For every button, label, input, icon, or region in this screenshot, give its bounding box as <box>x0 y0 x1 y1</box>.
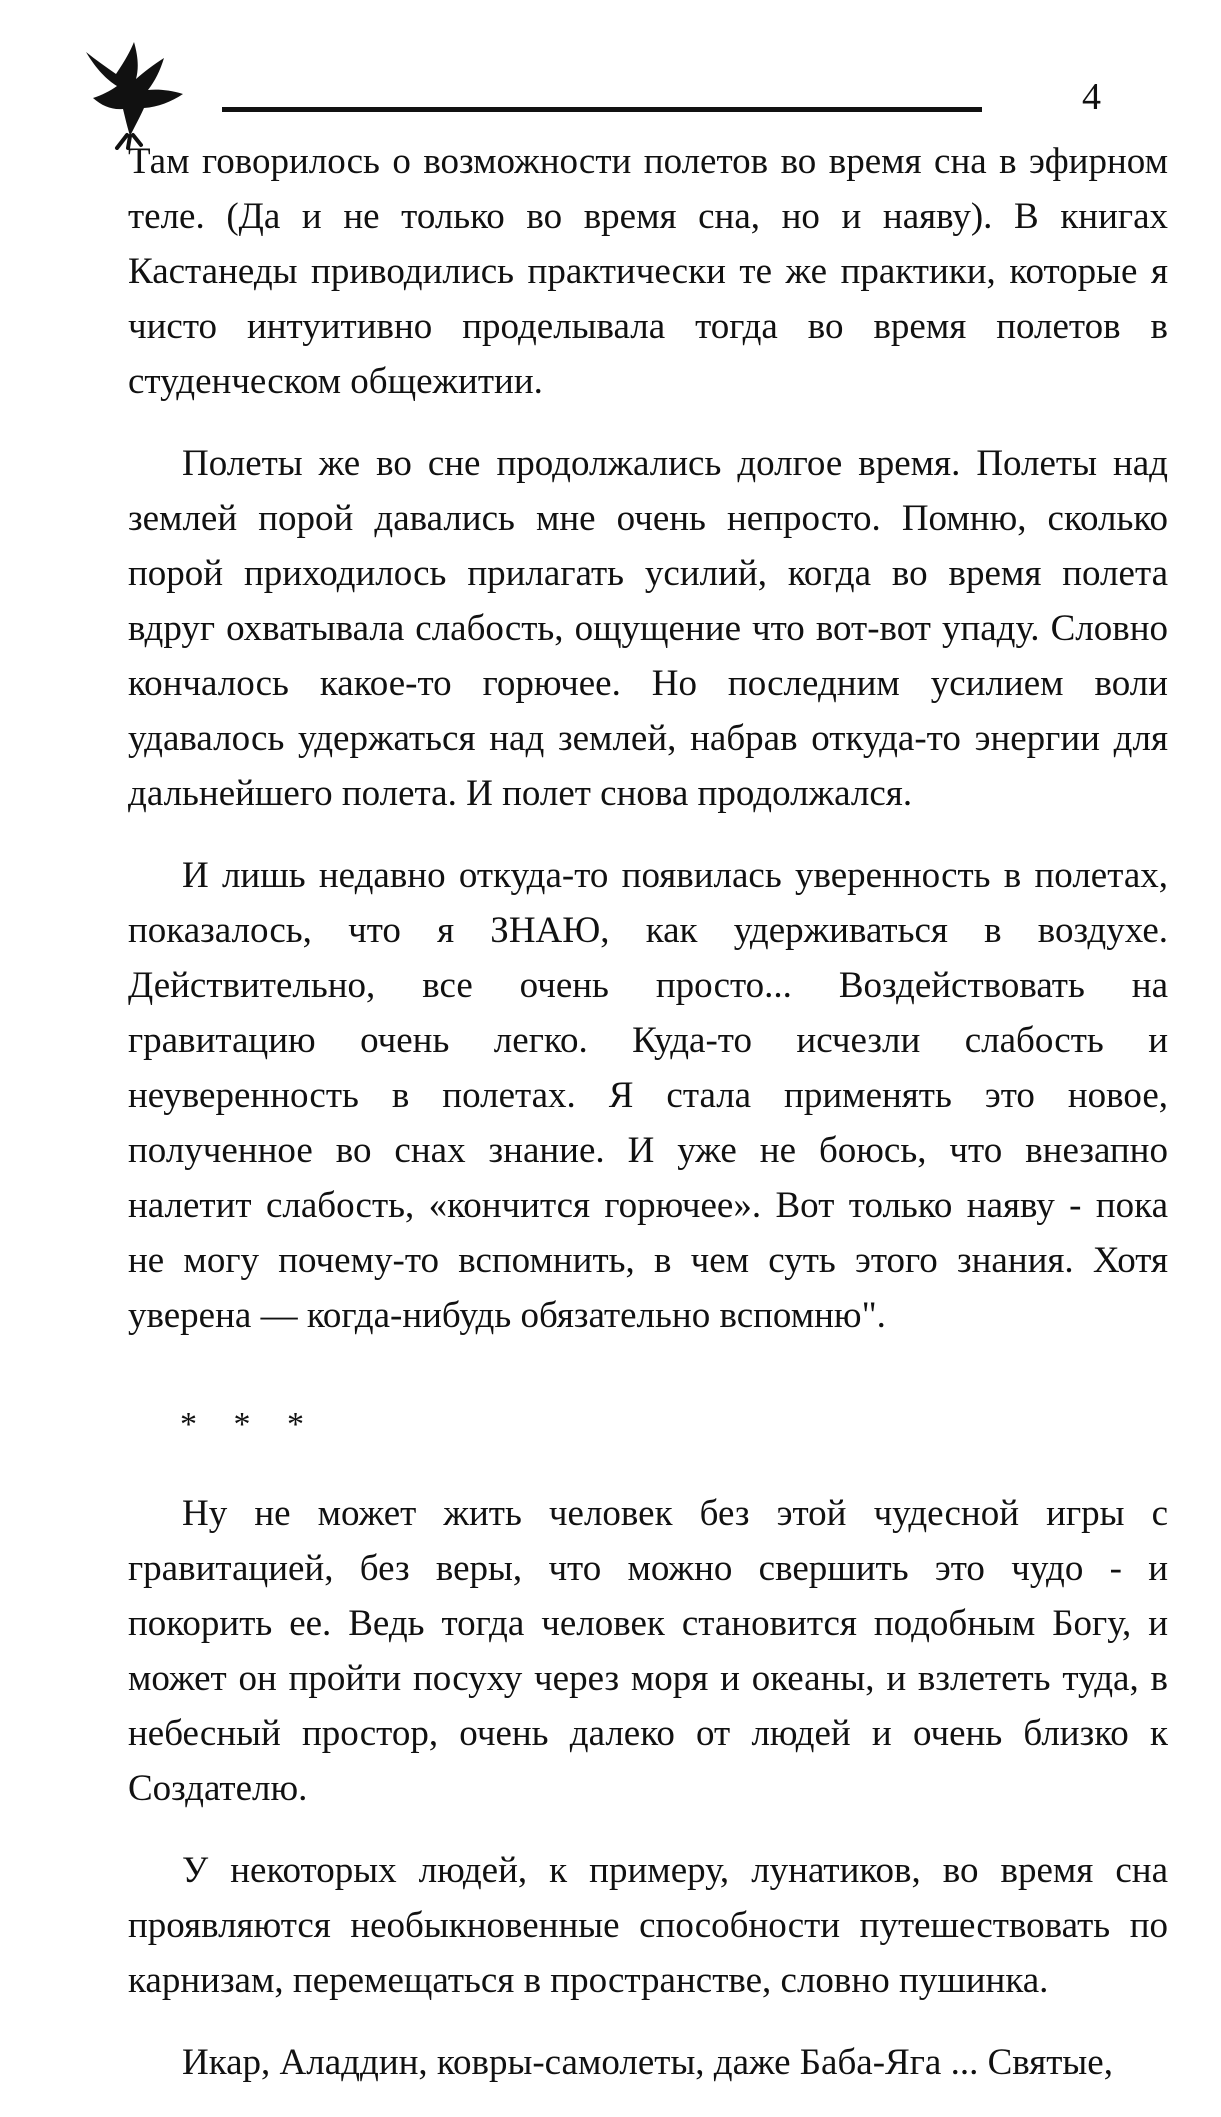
paragraph-3: И лишь недавно откуда-то появилась уверенность в полетах, показалось, что я ЗНАЮ, как удерживаться в воздухе. Действительно, все очень просто... Воздействовать на гравитацию очень легко. Куда-то исчезли слабость и неуверенность в полетах. Я стала применять это новое, полученное во снах знание. И уже не боюсь, что внезапно налетит слабость, «кончится горючее». Вот только наяву - пока не могу почему-то вспомнить, в чем суть этого знания. Хотя уверена — когда-нибудь обязательно вспомню". <box>128 855 1168 1336</box>
paragraph-6: Икар, Аладдин, ковры-самолеты, даже Баба-Яга ... Святые, <box>182 2042 1113 2083</box>
paragraph-5: У некоторых людей, к примеру, лунатиков, во время сна проявляются необыкновенные способности путешествовать по карнизам, перемещаться в пространстве, словно пушинка. <box>128 1850 1168 2001</box>
later-section <box>128 1486 1168 2090</box>
section-separator: * * * <box>180 1406 304 1443</box>
header-rule <box>222 107 982 112</box>
paragraph-4: Ну не может жить человек без этой чудесной игры с гравитацией, без веры, что можно свершить это чудо - и покорить ее. Ведь тогда человек становится подобным Богу, и может он пройти посуху через моря и океаны, и взлететь туда, в небесный простор, очень далеко от людей и очень близко к Создателю. <box>128 1493 1168 1809</box>
paragraph-2: Полеты же во сне продолжались долгое время. Полеты над землей порой давались мне очень непросто. Помню, сколько порой приходилось прилагать усилий, когда во время полета вдруг охватывала слабость, ощущение что вот-вот упаду. Словно кончалось какое-то горючее. Но последним усилием воли удавалось удержаться над землей, набрав откуда-то энергии для дальнейшего полета. И полет снова продолжался. <box>128 443 1168 814</box>
page-number: 4 <box>1082 76 1101 118</box>
page-content <box>128 134 1168 2117</box>
paragraph-1: Там говорилось о возможности полетов во время сна в эфирном теле. (Да и не только во время сна, но и наяву). В книгах Кастанеды приводились практически те же практики, которые я чисто интуитивно проделывала тогда во время полетов в студенческом общежитии. <box>128 141 1168 402</box>
